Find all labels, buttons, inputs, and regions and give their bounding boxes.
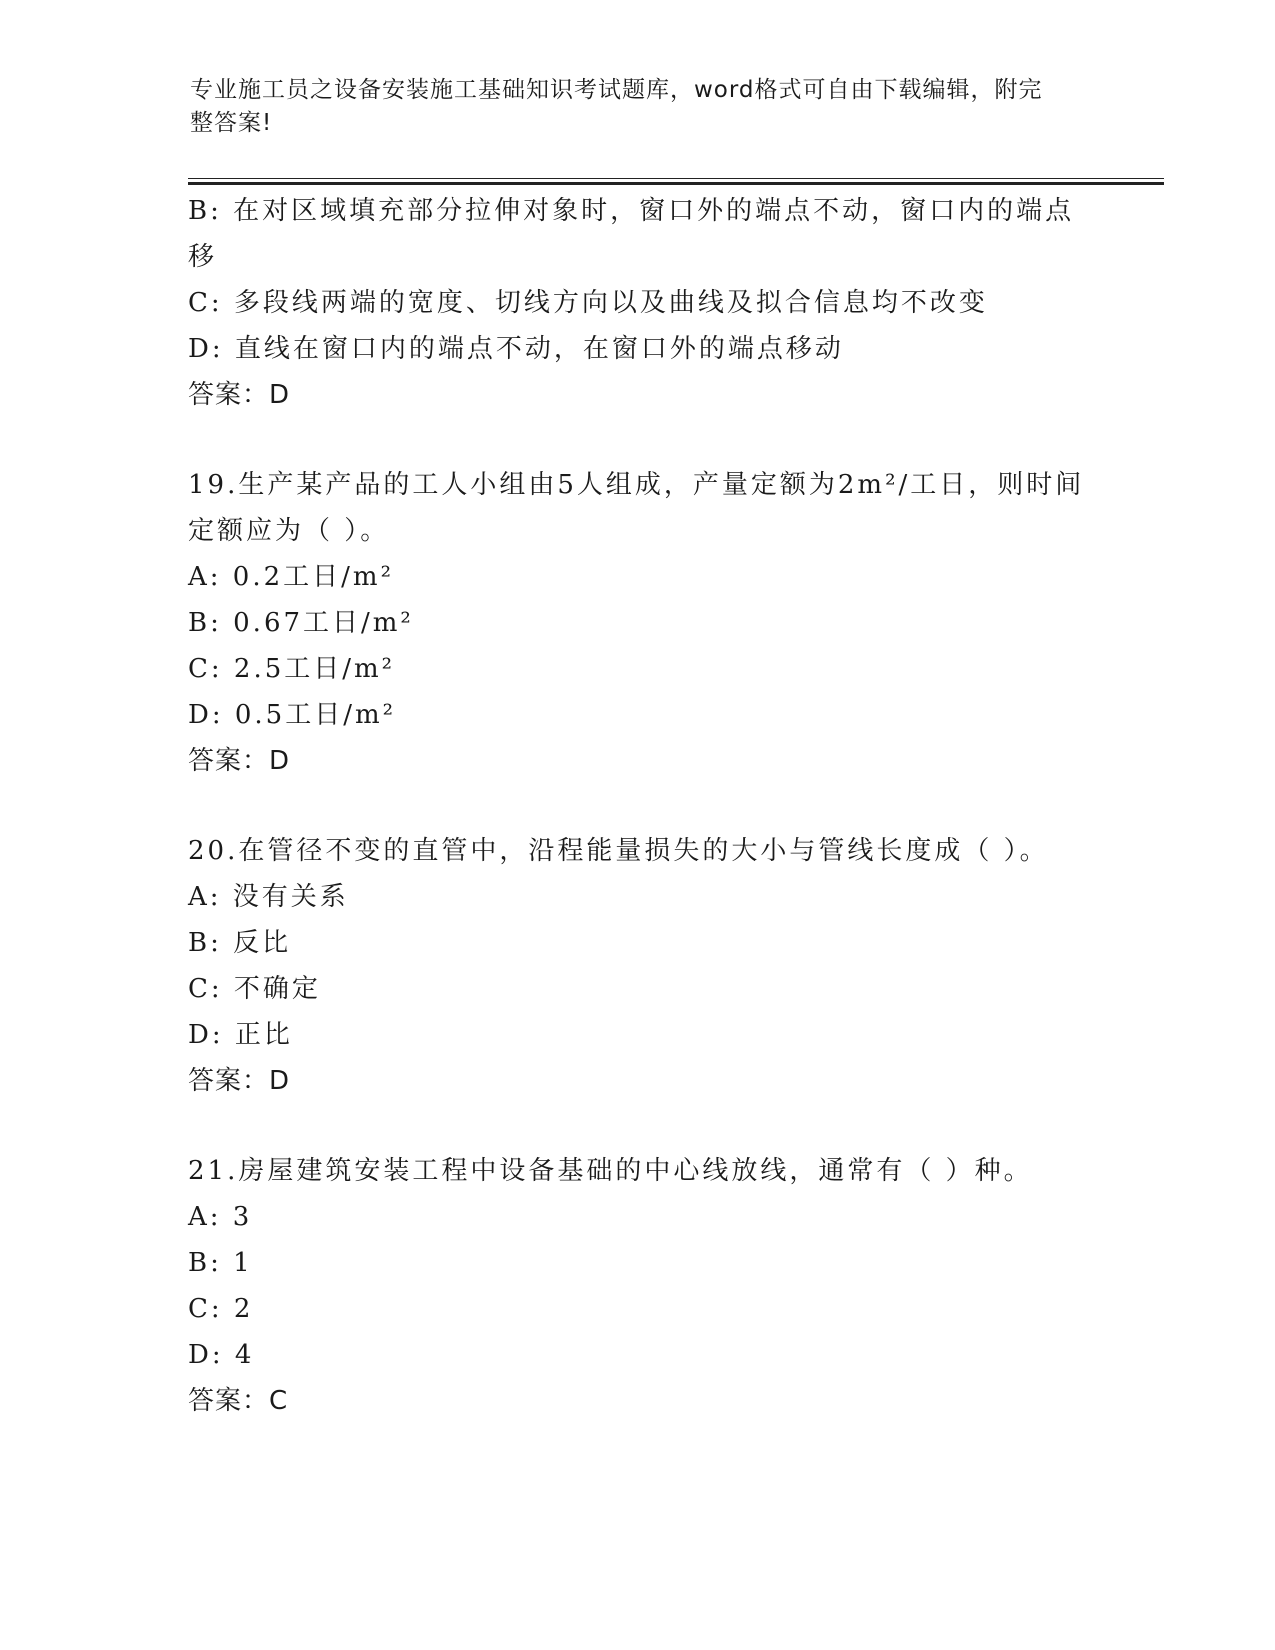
option-d: D: 4: [188, 1340, 255, 1370]
option-c: C: 多段线两端的宽度、切线方向以及曲线及拟合信息均不改变: [188, 288, 988, 318]
option-d: D: 直线在窗口内的端点不动，在窗口外的端点移动: [188, 334, 844, 364]
document-header: [190, 74, 1090, 140]
option-d: D: 0.5工日/m²: [188, 700, 397, 730]
answer-line: 答案：D: [188, 746, 291, 776]
option-b-line-2: 移: [188, 242, 218, 272]
question-stem-line-1: 20.在管径不变的直管中，沿程能量损失的大小与管线长度成（ ）。: [188, 836, 1049, 866]
spacer: [188, 784, 1088, 828]
answer-line: 答案：D: [188, 380, 291, 410]
option-d: D: 正比: [188, 1020, 293, 1050]
spacer: [188, 1104, 1088, 1148]
header-divider-thick: [188, 182, 1164, 185]
question-21: [188, 1148, 1088, 1424]
header-line-1: 专业施工员之设备安装施工基础知识考试题库，word格式可自由下载编辑，附完: [190, 77, 1043, 103]
option-a: A: 0.2工日/m²: [188, 562, 394, 592]
option-b-line-1: B: 在对区域填充部分拉伸对象时，窗口外的端点不动，窗口内的端点: [188, 196, 1075, 226]
option-b: B: 反比: [188, 928, 292, 958]
document-body: [188, 188, 1088, 1424]
option-c: C: 2: [188, 1294, 254, 1324]
header-divider-thin: [188, 178, 1164, 179]
question-stem-line-1: 19.生产某产品的工人小组由5人组成，产量定额为2m²/工日，则时间: [188, 470, 1085, 500]
option-a: A: 没有关系: [188, 882, 349, 912]
option-c: C: 不确定: [188, 974, 321, 1004]
answer-line: 答案：D: [188, 1066, 291, 1096]
carryover-question: [188, 188, 1088, 418]
spacer: [188, 418, 1088, 462]
answer-line: 答案：C: [188, 1386, 289, 1416]
option-b: B: 0.67工日/m²: [188, 608, 414, 638]
header-line-2: 整答案!: [190, 110, 273, 136]
option-b: B: 1: [188, 1248, 253, 1278]
option-c: C: 2.5工日/m²: [188, 654, 396, 684]
question-20: [188, 828, 1088, 1104]
option-a: A: 3: [188, 1202, 253, 1232]
question-stem-line-1: 21.房屋建筑安装工程中设备基础的中心线放线，通常有（ ）种。: [188, 1156, 1033, 1186]
question-stem-line-2: 定额应为（ ）。: [188, 516, 390, 546]
question-19: [188, 462, 1088, 784]
